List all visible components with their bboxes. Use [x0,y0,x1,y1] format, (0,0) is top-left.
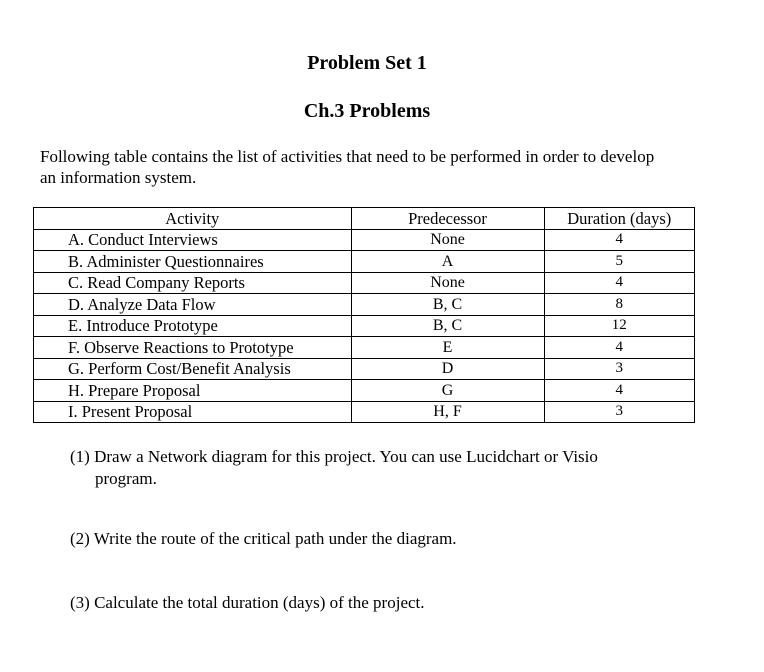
cell-duration: 8 [544,294,694,316]
table-row [34,294,695,316]
table-row [34,401,695,423]
cell-activity: E. Introduce Prototype [34,315,352,337]
cell-activity: I. Present Proposal [34,401,352,423]
cell-predecessor: D [351,358,544,380]
question-2: (2) Write the route of the critical path under the diagram. [70,529,457,548]
cell-predecessor: E [351,337,544,359]
cell-duration: 4 [544,337,694,359]
cell-predecessor: A [351,251,544,273]
page-title: Problem Set 1 [307,52,427,74]
question-1-line-1: (1) Draw a Network diagram for this project. You can use Lucidchart or Visio [70,447,598,466]
table-row [34,315,695,337]
cell-predecessor: H, F [351,401,544,423]
cell-activity: G. Perform Cost/Benefit Analysis [34,358,352,380]
question-3: (3) Calculate the total duration (days) of the project. [70,593,425,612]
cell-activity: F. Observe Reactions to Prototype [34,337,352,359]
cell-activity: A. Conduct Interviews [34,229,352,251]
column-header-predecessor: Predecessor [351,208,544,230]
table-row [34,337,695,359]
cell-predecessor: G [351,380,544,402]
cell-duration: 4 [544,229,694,251]
cell-activity: D. Analyze Data Flow [34,294,352,316]
table-row [34,251,695,273]
question-1-line-2: program. [95,469,157,488]
cell-duration: 4 [544,380,694,402]
table-body [34,229,695,423]
column-header-duration: Duration (days) [544,208,694,230]
intro-paragraph: Following table contains the list of activities that need to be performed in order to develop an information system. [40,147,655,187]
cell-duration: 3 [544,358,694,380]
cell-activity: H. Prepare Proposal [34,380,352,402]
table-row [34,229,695,251]
cell-duration: 12 [544,315,694,337]
cell-predecessor: None [351,272,544,294]
cell-activity: B. Administer Questionnaires [34,251,352,273]
table-header-row [34,208,695,230]
page-subtitle: Ch.3 Problems [303,100,431,122]
cell-activity: C. Read Company Reports [34,272,352,294]
cell-duration: 3 [544,401,694,423]
table-row [34,358,695,380]
table-row [34,380,695,402]
question-1 [70,446,670,490]
table-row [34,272,695,294]
cell-predecessor: B, C [351,315,544,337]
cell-predecessor: B, C [351,294,544,316]
cell-duration: 4 [544,272,694,294]
cell-duration: 5 [544,251,694,273]
column-header-activity: Activity [34,208,352,230]
activities-table [33,207,695,423]
cell-predecessor: None [351,229,544,251]
